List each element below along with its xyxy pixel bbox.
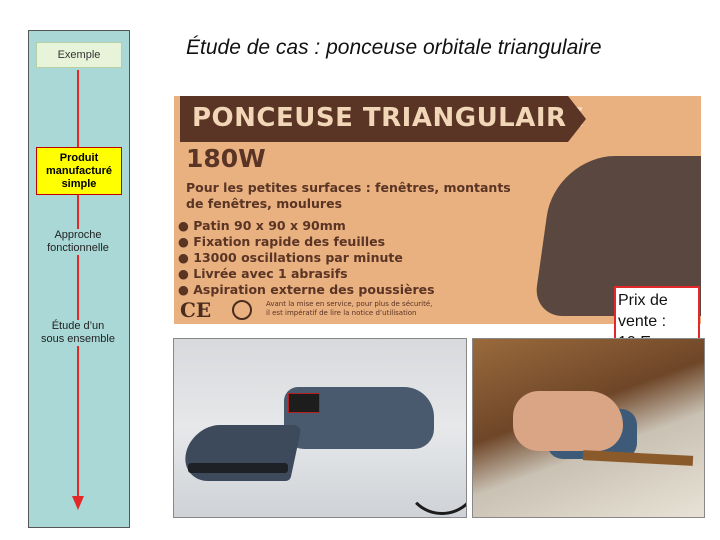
approche-label-line-2: fonctionnelle bbox=[47, 242, 109, 254]
produit-label-line-2: manufacturé bbox=[45, 164, 113, 177]
box-line-5: ● 13000 oscillations par minute bbox=[178, 250, 403, 265]
box-notice-text bbox=[266, 300, 432, 318]
exemple-box bbox=[36, 42, 122, 68]
box-line-3: ● Patin 90 x 90 x 90mm bbox=[178, 218, 346, 233]
box-line-1: Pour les petites surfaces : fenêtres, montants bbox=[186, 180, 511, 195]
hand-shape bbox=[513, 391, 623, 451]
arrow-down-icon bbox=[72, 496, 84, 510]
window-sill bbox=[583, 450, 693, 466]
sander-in-use-photo bbox=[472, 338, 705, 518]
etude-label-line-2: sous ensemble bbox=[41, 333, 115, 345]
produit-manufacture-box bbox=[36, 147, 122, 195]
sander-pad bbox=[188, 463, 288, 473]
chevron-right-icon bbox=[568, 96, 586, 142]
box-header-text: PONCEUSE TRIANGULAIRE bbox=[192, 103, 585, 133]
produit-label-line-1: Produit bbox=[59, 151, 99, 164]
exemple-label: Exemple bbox=[57, 49, 101, 61]
box-line-4: ● Fixation rapide des feuilles bbox=[178, 234, 386, 249]
produit-label-line-3: simple bbox=[61, 177, 97, 190]
approche-fonctionnelle-label bbox=[30, 229, 126, 255]
ce-mark-logo: CE bbox=[180, 298, 212, 322]
sander-label bbox=[288, 393, 320, 413]
recycle-icon bbox=[232, 300, 252, 320]
etude-label-line-1: Étude d’un bbox=[51, 320, 105, 332]
box-notice-line-1: Avant la mise en service, pour plus de sécurité, bbox=[266, 300, 433, 308]
price-line-1: Prix de bbox=[618, 292, 668, 309]
box-line-2: de fenêtres, moulures bbox=[186, 196, 343, 211]
box-power-text: 180W bbox=[186, 144, 266, 173]
box-notice-line-2: il est impératif de lire la notice d’utilisation bbox=[266, 309, 417, 317]
etude-sous-ensemble-label bbox=[30, 320, 126, 346]
process-arrow-line bbox=[77, 70, 79, 500]
page-title: Étude de cas : ponceuse orbitale triangulaire bbox=[186, 36, 602, 59]
box-line-6: ● Livrée avec 1 abrasifs bbox=[178, 266, 348, 281]
approche-label-line-1: Approche bbox=[54, 229, 102, 241]
box-line-7: ● Aspiration externe des poussières bbox=[178, 282, 435, 297]
box-header-band bbox=[180, 96, 585, 142]
sander-photo bbox=[173, 338, 467, 518]
price-line-2: vente : bbox=[618, 313, 667, 330]
process-sidebar bbox=[28, 30, 130, 528]
